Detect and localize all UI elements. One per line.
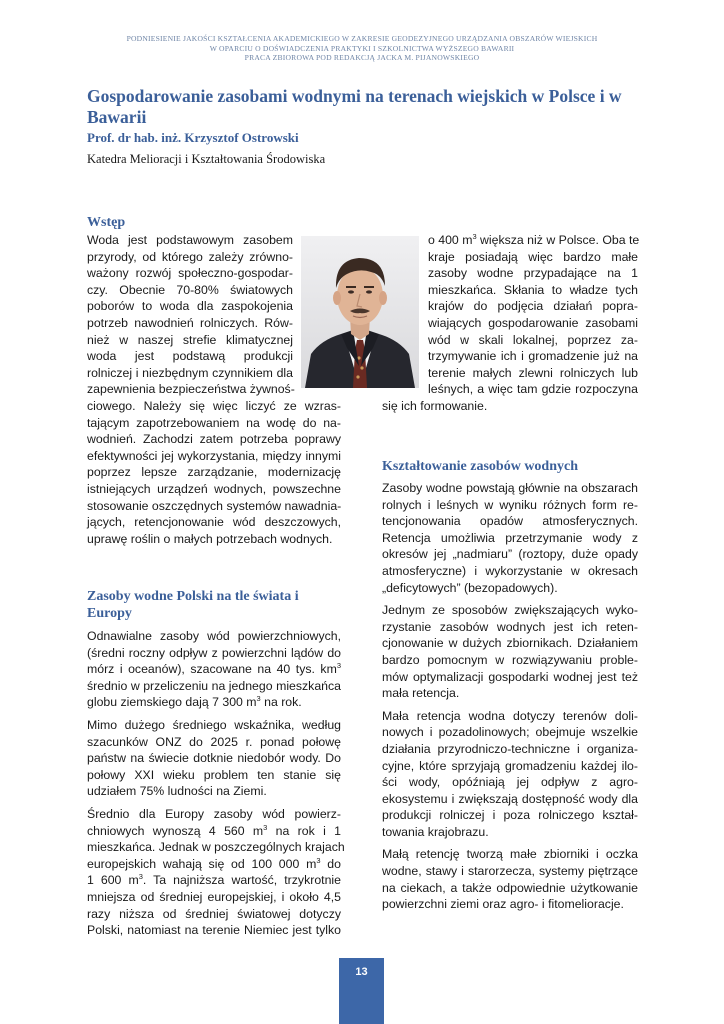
- wstep-right-column: [428, 232, 638, 398]
- paragraph: [87, 628, 341, 711]
- text-line: uprawę roślin o małych potrzebach wodnych.: [87, 531, 333, 546]
- article-title-line: Gospodarowanie zasobami wodnymi na terenach wiejskich w Polsce i w: [87, 86, 622, 106]
- text-fragment: . Ta najniższa wartość, trzykrotnie: [142, 873, 341, 888]
- text-line: towania krajobrazu.: [382, 824, 489, 839]
- wstep-full-paragraph: [87, 398, 341, 547]
- text-line: [428, 232, 638, 249]
- text-line: wodnień. Zachodzi zatem potrzeba poprawy: [87, 432, 341, 447]
- text-line: rolnych i leśnych w wyniku różnych form re-: [382, 497, 638, 512]
- section-heading-wstep: Wstęp: [87, 215, 126, 230]
- wstep-right-tail: [382, 398, 638, 415]
- text-line: ekosystemu i zwiększają dostępność wody dla: [382, 791, 638, 806]
- text-line: się ich formowanie.: [382, 399, 488, 413]
- text-line: ści wody, opóźniają jej odpływ z agro-: [382, 775, 638, 790]
- author-affiliation: Katedra Melioracji i Kształtowania Środowiska: [87, 152, 326, 166]
- text-line: okresów jej „nadmiaru” (roztopy, duże opady: [382, 547, 638, 562]
- text-line: mieszkańca. Skłania to władze tych: [428, 282, 638, 297]
- paragraph: [382, 846, 638, 912]
- paragraph: [87, 717, 341, 800]
- text-line: tającym zapotrzebowaniem na wodę do na-: [87, 415, 341, 430]
- superscript: 3: [263, 822, 268, 832]
- text-line: państw na świecie dotknie niedobór wody. Do: [87, 751, 341, 766]
- text-line: mieszkańca. Jednak w poszczególnych krajach: [87, 840, 345, 855]
- text-line: bardzo pomocnym w rozwiązywaniu proble-: [382, 652, 638, 667]
- superscript: 3: [472, 232, 477, 241]
- text-fragment: większa niż w Polsce. Oba te: [476, 233, 640, 247]
- running-header-line: PRACA ZBIOROWA POD REDAKCJĄ JACKA M. PIJANOWSKIEGO: [244, 53, 480, 63]
- text-line: mów optymalizacji gospodarki wodnej jest też: [382, 669, 638, 684]
- text-line: terenie małych zlewni rolniczych lub: [428, 365, 638, 380]
- superscript: 3: [316, 855, 321, 865]
- text-line: poborów to woda dla zaspokojenia: [87, 299, 293, 314]
- text-line: trzymywanie ich i gromadzenie już na: [428, 349, 638, 364]
- text-line: krajów do podjęcia działań popra-: [428, 299, 638, 314]
- ksztaltowanie-body: [382, 480, 638, 919]
- text-line: stosowanie oszczędnych systemów nawadnia-: [87, 498, 342, 513]
- running-header: [0, 34, 724, 63]
- text-line: [87, 661, 341, 678]
- text-line: Odnawialne zasoby wód powierzchniowych,: [87, 629, 341, 643]
- wstep-left-column: [87, 232, 293, 398]
- text-line: Retencja umożliwia przetrzymanie wody z: [382, 530, 638, 545]
- heading-line: Zasoby wodne Polski na tle świata i: [87, 589, 299, 604]
- text-fragment: o 400 m: [428, 233, 473, 247]
- text-fragment: mórz i oceanów), szacowane na 40 tys. km: [87, 662, 337, 677]
- superscript: 3: [138, 872, 143, 882]
- text-line: wód w skali lokalnej, poprzez za-: [428, 332, 638, 347]
- superscript: 3: [336, 661, 341, 671]
- text-line: zapewnienia bezpieczeństwa żywnoś-: [87, 382, 295, 397]
- article-title-line: Bawarii: [87, 107, 147, 127]
- page-number-box: [339, 958, 384, 1024]
- text-line: Mała retencja wodna dotyczy terenów doli-: [382, 708, 638, 723]
- running-header-line: W OPARCIU O DOŚWIADCZENIA PRAKTYKI I SZKOLNICTWA WYŻSZEGO BAWARII: [209, 43, 515, 53]
- text-line: zasoby wodne przypadające na 1: [428, 266, 638, 281]
- text-line: rolniczej i niezbędnym czynnikiem dla: [87, 365, 293, 380]
- text-line: powierzchni ziemi oraz agro- i fitomelioracje.: [382, 897, 624, 912]
- text-line: Jednym ze sposobów zwiększających wyko-: [382, 603, 638, 618]
- text-fragment: globu ziemskiego dają 7 300 m: [87, 695, 257, 710]
- text-line: mniejsza od średniej europejskiej, i około 4,5: [87, 889, 341, 904]
- author-portrait-icon: [301, 236, 419, 388]
- text-line: [87, 823, 341, 840]
- text-line: cyjne, które sprzyjają gromadzeniu każdej ilo-: [382, 758, 638, 773]
- text-line: rzystanie zasobów wodnych jest ich reten-: [382, 619, 638, 634]
- text-line: [87, 856, 341, 873]
- text-line: Mimo dużego średniego wskaźnika, według: [87, 717, 341, 732]
- section-heading-ksztaltowanie: Kształtowanie zasobów wodnych: [382, 459, 579, 474]
- text-fragment: do: [320, 856, 341, 871]
- author-name: Prof. dr hab. inż. Krzysztof Ostrowski: [87, 130, 299, 145]
- text-line: wiających gospodarowanie zasobami: [428, 315, 638, 330]
- text-line: kraje posiadają więc bardzo małe: [428, 249, 638, 264]
- text-line: Woda jest podstawowym zasobem: [87, 233, 293, 247]
- zasoby-body: [87, 628, 345, 945]
- text-line: wodne, stawy i starorzecza, systemy piętrzące: [382, 864, 638, 879]
- text-line: czy. Obecnie 70-80% światowych: [87, 282, 293, 297]
- section-heading-zasoby: [87, 588, 347, 622]
- running-header-line: PODNIESIENIE JAKOŚCI KSZTAŁCENIA AKADEMICKIEGO W ZAKRESIE GEODEZYJNEGO URZĄDZANIA OBSZARÓW WIEJSKICH: [126, 34, 598, 43]
- text-line: atmosferyczne) i wykorzystanie w okresach: [382, 563, 638, 578]
- text-line: przyrody, od którego zależy zrówno-: [87, 249, 293, 264]
- text-line: mała retencja.: [382, 686, 460, 701]
- text-line: Małą retencję tworzą małe zbiorniki i oczka: [382, 847, 638, 862]
- paragraph: [87, 806, 345, 939]
- author-photo: [301, 236, 419, 388]
- text-line: Średnio dla Europy zasoby wód powierz-: [87, 806, 341, 821]
- text-line: Zasoby wodne powstają głównie na obszarach: [382, 481, 638, 495]
- text-line: ważony rozwój społeczno-gospodar-: [87, 266, 293, 281]
- text-line: działania przyrodniczo-techniczne i organiza-: [382, 741, 638, 756]
- text-fragment: na rok i 1: [267, 823, 341, 838]
- paragraph: [382, 602, 638, 702]
- text-line: nowych i pozadolinowych; obejmuje wszelkie: [382, 725, 638, 740]
- text-line: produkcji rolniczej i poza rolniczego kształ-: [382, 808, 638, 823]
- text-line: razy niższa od średniej światowej dotyczy: [87, 906, 341, 921]
- superscript: 3: [256, 694, 261, 704]
- text-line: istniejących urządzeń wodnych, powszechne: [87, 481, 341, 496]
- text-line: szacunków ONZ do 2025 r. ponad połowę: [87, 734, 341, 749]
- paragraph: [382, 708, 638, 841]
- text-line: ciowego. Należy się więc liczyć ze wzras-: [87, 399, 341, 413]
- heading-line: Europy: [87, 606, 132, 621]
- text-line: [87, 872, 341, 889]
- page-number: 13: [355, 966, 368, 978]
- text-line: efektywności jej wykorzystania, między innymi: [87, 448, 341, 463]
- article-title: [87, 86, 647, 128]
- text-line: jących, retencjonowanie wód deszczowych,: [87, 515, 341, 530]
- text-line: udziałem 75% ludności na Ziemi.: [87, 784, 267, 799]
- text-line: potrzeb nawodnień rolniczych. Rów-: [87, 315, 293, 330]
- text-fragment: chniowych wynoszą 4 560 m: [87, 823, 264, 838]
- text-line: Polski, natomiast na terenie Niemiec jest tylko: [87, 923, 341, 938]
- text-line: połowy XXI wieku problem ten stanie się: [87, 767, 341, 782]
- text-line: poprzez lepsze zarządzanie, modernizację: [87, 465, 341, 480]
- text-line: cjonowanie w dużych zbiornikach. Działaniem: [382, 636, 638, 651]
- text-line: (średni roczny odpływ z powierzchni lądów do: [87, 645, 341, 660]
- text-line: woda jest podstawą produkcji: [87, 349, 293, 364]
- text-line: na ciekach, a także odpowiednie użytkowanie: [382, 880, 638, 895]
- text-fragment: europejskich wahają się od 100 000 m: [87, 856, 317, 871]
- text-line: nież w naszej strefie klimatycznej: [87, 332, 293, 347]
- paragraph: [382, 480, 638, 596]
- text-line: „deficytowych” (bezopadowych).: [382, 580, 558, 595]
- text-line: średnio w przeliczeniu na jednego mieszkańca: [87, 678, 341, 693]
- text-fragment: na rok.: [260, 695, 302, 710]
- text-fragment: 1 600 m: [87, 873, 139, 888]
- text-line: [87, 694, 341, 711]
- text-line: tencjonowania opadów atmosferycznych.: [382, 514, 638, 529]
- text-line: leśnych, a więc tam gdzie rozpoczyna: [428, 382, 638, 397]
